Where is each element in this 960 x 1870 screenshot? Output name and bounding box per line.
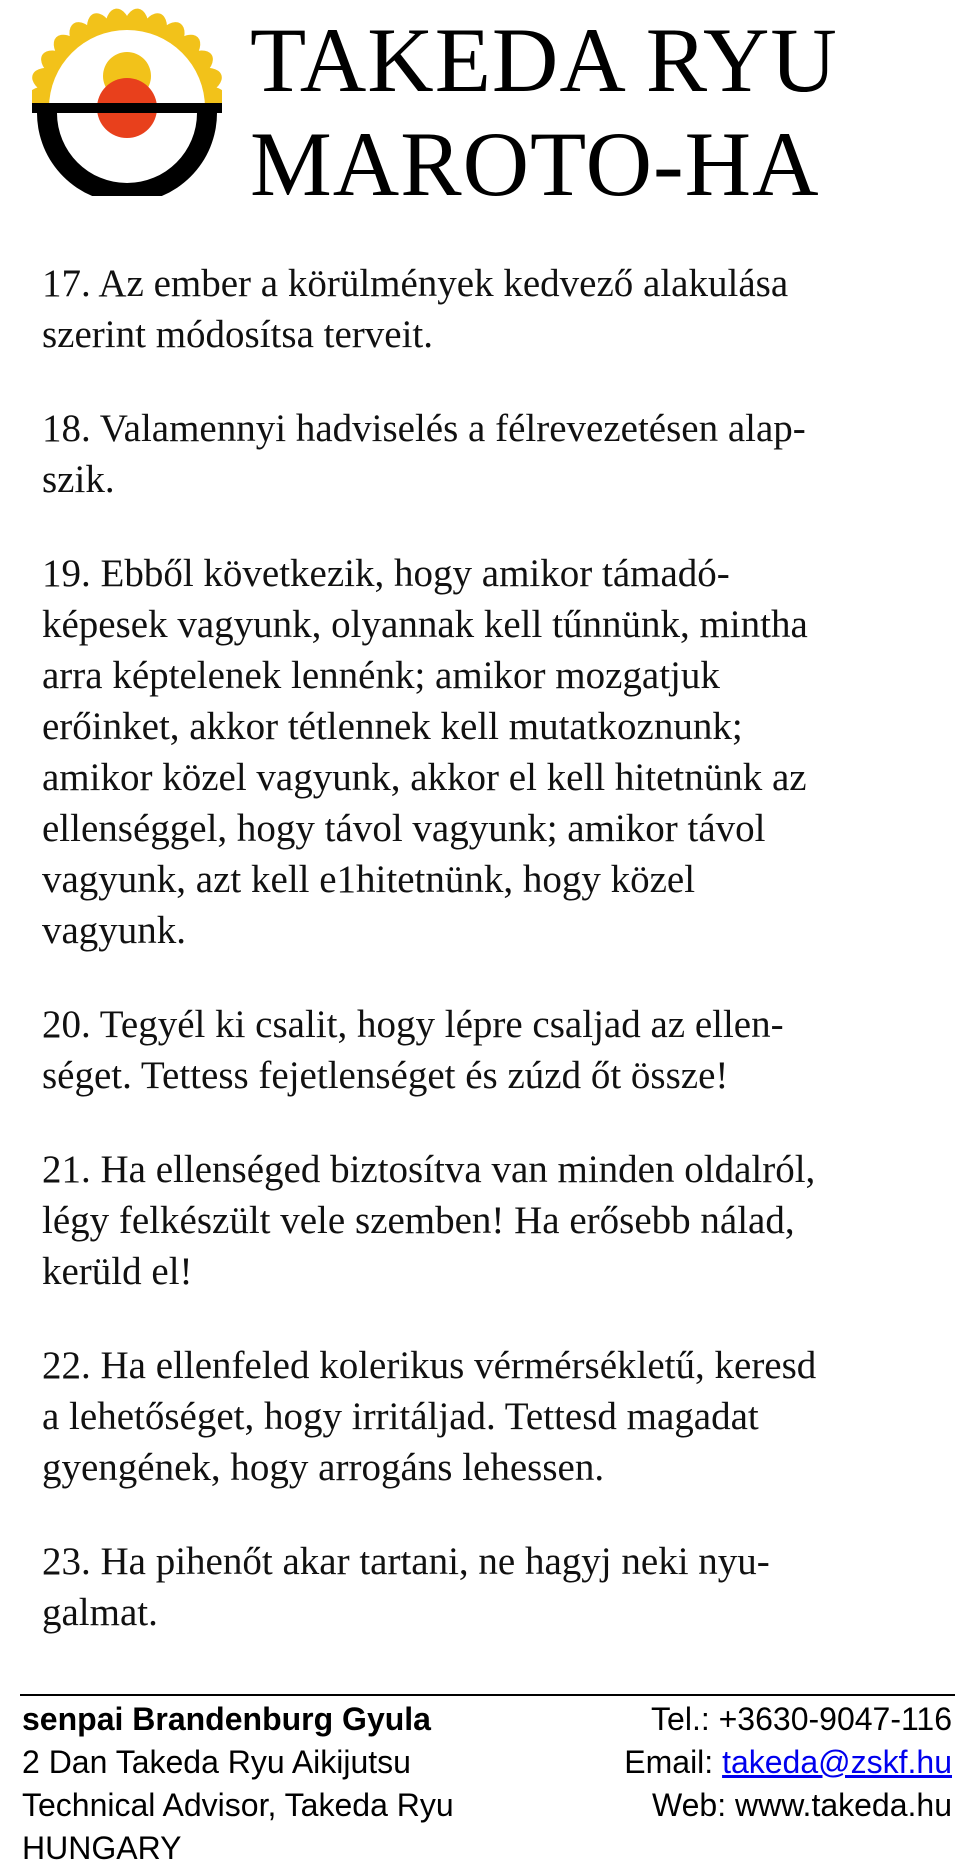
title-line-2: MAROTO-HA	[250, 113, 820, 215]
footer-divider	[20, 1694, 955, 1696]
paragraph-19: 19. Ebből következik, hogy amikor támadó- képesek vagyunk, olyannak kell tűnnünk, mintha arra képtelenek lennénk; amikor mozgatjuk erőinket, akkor tétlennek kell mutatkoznunk; amikor közel vagyunk, akkor el kell hitetnünk az ellenséggel, hogy távol vagyunk; amikor távol vagyunk, azt kell e1hitetnünk, hogy közel vagyunk.	[42, 552, 808, 952]
footer-row-1	[22, 1698, 952, 1741]
author-name: senpai Brandenburg Gyula	[22, 1701, 431, 1737]
takeda-ryu-logo	[32, 8, 222, 196]
footer-row-3	[22, 1784, 952, 1827]
page-title	[250, 8, 838, 216]
author-country: HUNGARY	[22, 1830, 182, 1866]
phone-number: Tel.: +3630-9047-116	[651, 1701, 952, 1737]
email-link[interactable]: takeda@zskf.hu	[722, 1744, 952, 1780]
website: Web: www.takeda.hu	[651, 1787, 952, 1823]
paragraph-18: 18. Valamennyi hadviselés a félrevezetésen alap- szik.	[42, 407, 806, 501]
author-role: Technical Advisor, Takeda Ryu	[22, 1787, 454, 1823]
email-label: Email:	[624, 1744, 723, 1780]
footer	[22, 1698, 952, 1870]
footer-row-4	[22, 1827, 952, 1870]
rules-text	[42, 258, 922, 1681]
paragraph-17: 17. Az ember a körülmények kedvező alakulása szerint módosítsa terveit.	[42, 262, 789, 356]
paragraph-20: 20. Tegyél ki csalit, hogy lépre csaljad az ellen- séget. Tettess fejetlenséget és zúzd őt össze!	[42, 1003, 784, 1097]
author-rank: 2 Dan Takeda Ryu Aikijutsu	[22, 1744, 411, 1780]
paragraph-21: 21. Ha ellenséged biztosítva van minden oldalról, légy felkészült vele szemben! Ha erősebb nálad, kerüld el!	[42, 1148, 816, 1293]
paragraph-22: 22. Ha ellenfeled kolerikus vérmérsékletű, keresd a lehetőséget, hogy irritáljad. Tettesd magadat gyengének, hogy arrogáns lehessen.	[42, 1344, 817, 1489]
footer-row-2	[22, 1741, 952, 1784]
title-line-1: TAKEDA RYU	[250, 9, 838, 111]
takeda-ryu-sun-emblem-icon	[32, 8, 222, 196]
paragraph-23: 23. Ha pihenőt akar tartani, ne hagyj neki nyu- galmat.	[42, 1540, 770, 1634]
email-line	[624, 1741, 952, 1784]
